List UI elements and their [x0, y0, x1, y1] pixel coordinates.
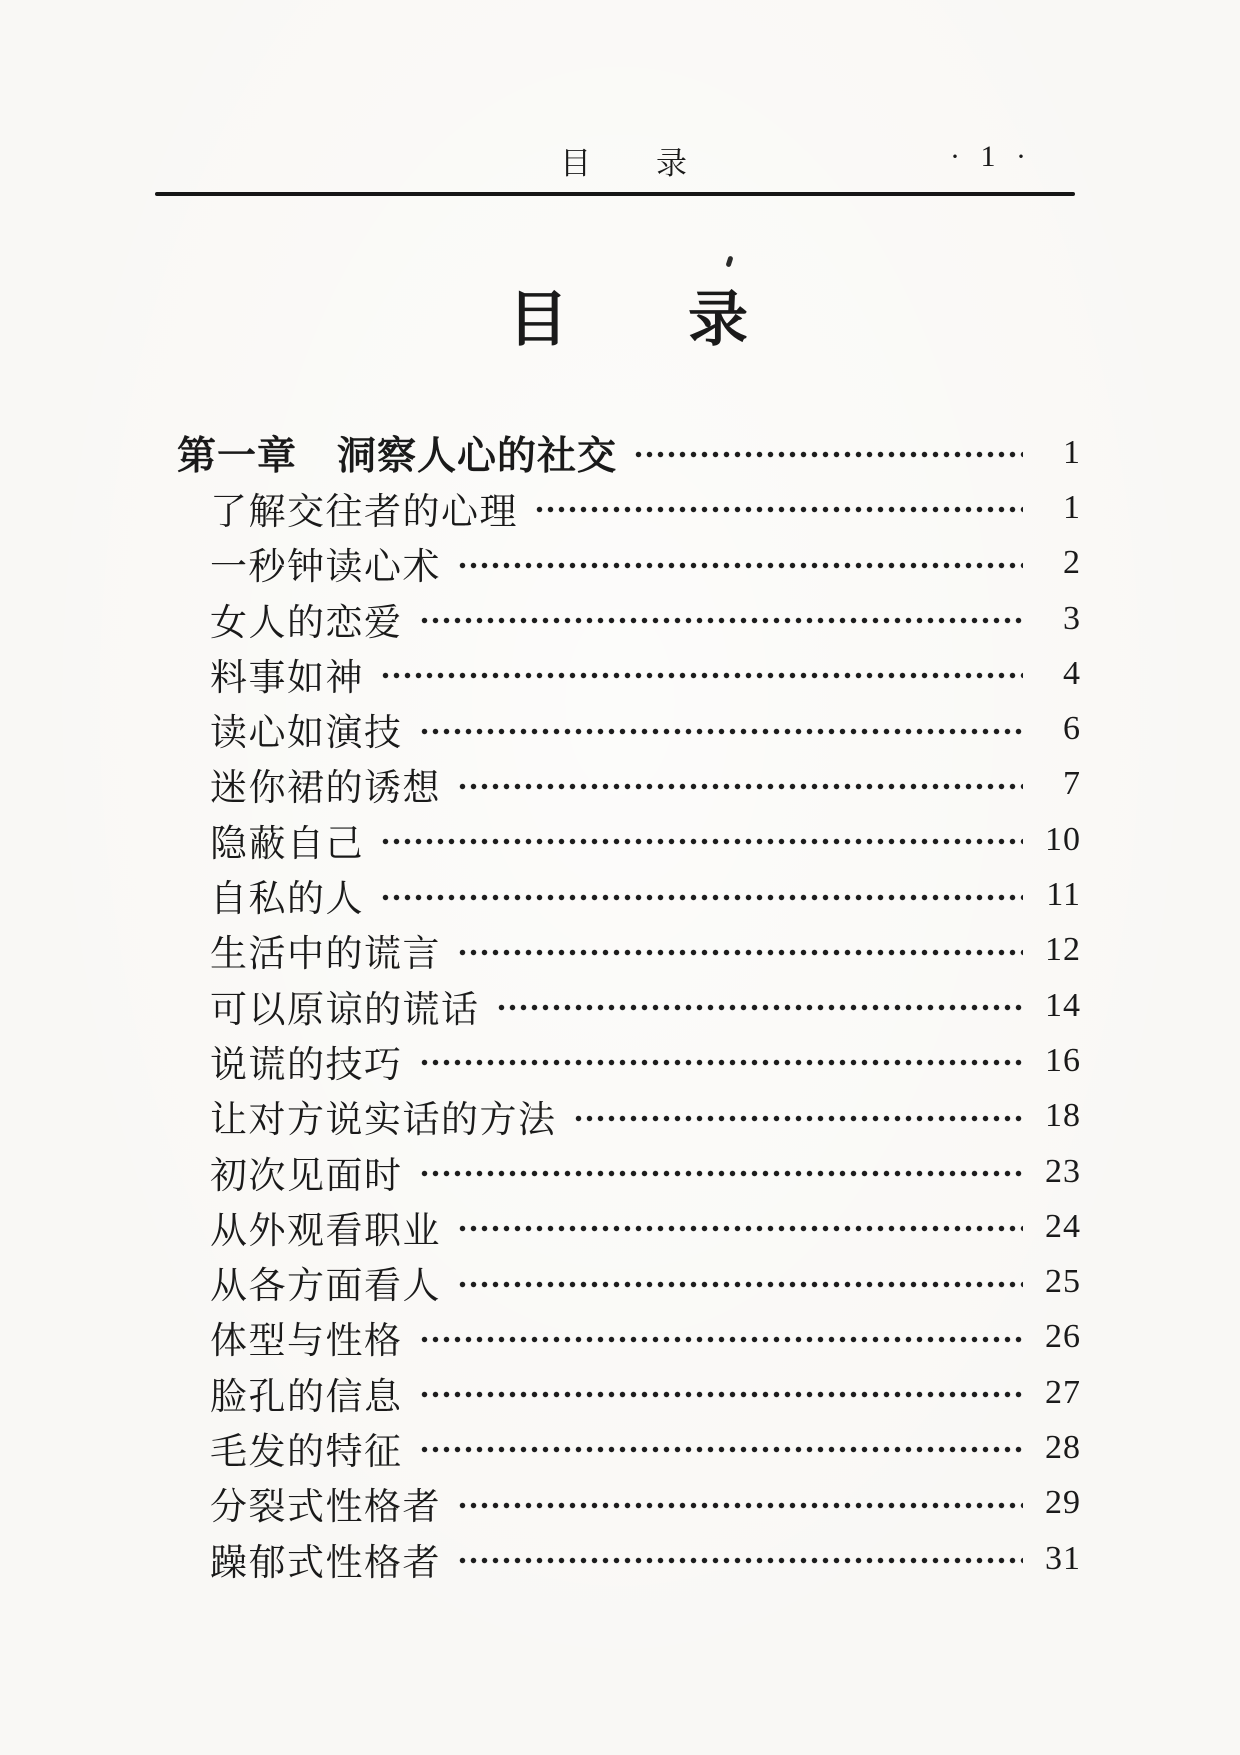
toc-entry [177, 701, 1085, 756]
toc-entry-page: 4 [1063, 654, 1081, 692]
toc-leader-dots [455, 947, 1023, 958]
toc-entry-label: 读心如演技 [210, 713, 403, 755]
toc-leader-dots [494, 1002, 1024, 1013]
toc-entry-page: 25 [1045, 1263, 1081, 1301]
toc-entry-page: 16 [1045, 1041, 1081, 1079]
toc-leader-dots [417, 1057, 1024, 1068]
toc-entry [177, 1310, 1085, 1365]
toc-leader-dots [455, 560, 1023, 571]
toc-entry-page: 11 [1046, 876, 1081, 914]
toc-leader-dots [455, 781, 1023, 792]
toc-entry [177, 867, 1085, 922]
toc-entry-page: 12 [1045, 931, 1081, 969]
toc-entry-label: 分裂式性格者 [210, 1487, 441, 1529]
toc-entry [177, 1199, 1085, 1254]
toc-leader-dots [378, 892, 1023, 903]
toc-entry [177, 536, 1085, 591]
toc-leader-dots [455, 1500, 1023, 1511]
toc-entry-page: 2 [1063, 544, 1081, 582]
toc-leader-dots [417, 726, 1024, 737]
toc-entry [177, 1033, 1085, 1088]
toc-entry-label: 一秒钟读心术 [210, 547, 441, 589]
toc-leader-dots [417, 1334, 1024, 1345]
toc-entry-label: 脸孔的信息 [210, 1376, 403, 1418]
toc-entry [177, 1531, 1085, 1586]
toc-entry-page: 14 [1045, 986, 1081, 1024]
toc-leader-dots [417, 1389, 1024, 1400]
toc-entry-label: 毛发的特征 [210, 1431, 403, 1473]
toc-entry-page: 7 [1063, 765, 1081, 803]
toc-leader-dots [378, 836, 1023, 847]
page-number-marker: · 1 · [950, 140, 1028, 173]
running-header [0, 138, 1240, 184]
toc-leader-dots [455, 1223, 1023, 1234]
toc-entry-page: 23 [1045, 1152, 1081, 1190]
toc-entry-label: 可以原谅的谎话 [210, 989, 480, 1031]
toc-entry-page: 1 [1063, 433, 1081, 471]
toc-leader-dots [571, 1113, 1024, 1124]
toc-entry [177, 1144, 1085, 1199]
toc-entry [177, 923, 1085, 978]
toc-entry-label: 从外观看职业 [210, 1210, 441, 1252]
toc-entry-label: 自私的人 [210, 879, 364, 921]
toc-entry [177, 812, 1085, 867]
toc-entry-page: 26 [1045, 1318, 1081, 1356]
toc-entry-page: 29 [1045, 1484, 1081, 1522]
toc-entry [177, 1420, 1085, 1475]
page-title: 目 录 [508, 287, 748, 353]
toc-entry [177, 591, 1085, 646]
toc-entry-page: 3 [1063, 599, 1081, 637]
toc-entry [177, 480, 1085, 535]
toc-entry-label: 躁郁式性格者 [210, 1542, 441, 1584]
toc-leader-dots [417, 1444, 1024, 1455]
toc-entry [177, 1476, 1085, 1531]
toc-entry [177, 978, 1085, 1033]
toc-list [177, 425, 1085, 1586]
toc-entry-label: 了解交往者的心理 [210, 491, 518, 533]
toc-entry [177, 1365, 1085, 1420]
toc-leader-dots [455, 1279, 1023, 1290]
toc-entry-page: 24 [1045, 1207, 1081, 1245]
toc-entry-page: 27 [1045, 1373, 1081, 1411]
toc-entry-label: 初次见面时 [210, 1155, 403, 1197]
toc-entry [177, 1254, 1085, 1309]
toc-entry-label: 说谎的技巧 [210, 1044, 403, 1086]
toc-entry [177, 425, 1085, 480]
toc-entry-label: 隐蔽自己 [210, 823, 364, 865]
toc-entry-label: 生活中的谎言 [210, 934, 441, 976]
toc-leader-dots [532, 504, 1023, 515]
toc-leader-dots [417, 615, 1024, 626]
toc-entry-page: 6 [1063, 710, 1081, 748]
toc-entry-label: 从各方面看人 [210, 1266, 441, 1308]
toc-entry-label: 迷你裙的诱想 [210, 768, 441, 810]
toc-entry-page: 10 [1045, 820, 1081, 858]
running-header-title: 目 录 [560, 146, 688, 181]
toc-entry-label: 让对方说实话的方法 [210, 1100, 557, 1142]
toc-entry-label: 体型与性格 [210, 1321, 403, 1363]
toc-entry-page: 31 [1045, 1539, 1081, 1577]
toc-entry-label: 第一章 洞察人心的社交 [177, 434, 618, 478]
toc-entry [177, 646, 1085, 701]
header-rule [155, 192, 1075, 196]
toc-entry-page: 18 [1045, 1097, 1081, 1135]
toc-entry-page: 1 [1063, 488, 1081, 526]
toc-leader-dots [631, 449, 1023, 460]
toc-leader-dots [378, 670, 1023, 681]
toc-leader-dots [455, 1555, 1023, 1566]
toc-entry-label: 女人的恋爱 [210, 602, 403, 644]
toc-entry-page: 28 [1045, 1428, 1081, 1466]
toc-entry-label: 料事如神 [210, 657, 364, 699]
ink-speck [725, 255, 733, 267]
toc-entry [177, 1089, 1085, 1144]
toc-leader-dots [417, 1168, 1024, 1179]
toc-entry [177, 757, 1085, 812]
